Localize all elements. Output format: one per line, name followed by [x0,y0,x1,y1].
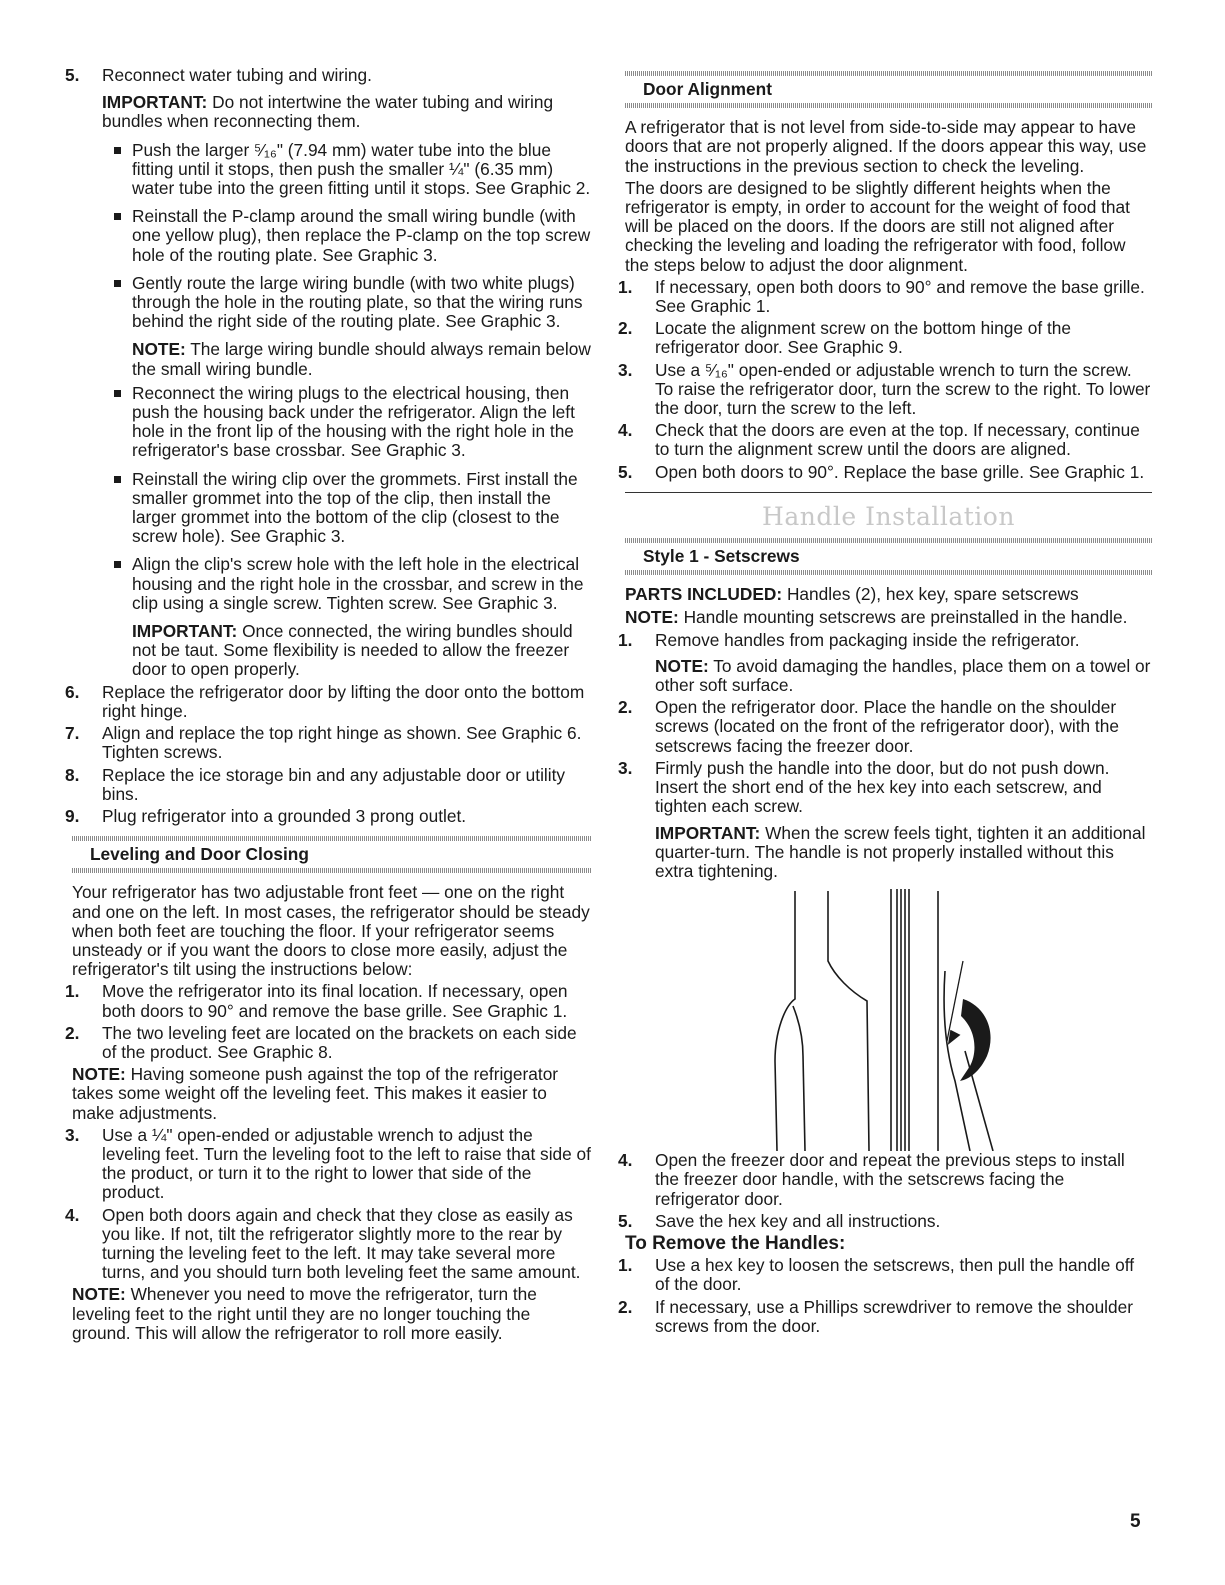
step-7: 7. Align and replace the top right hinge as shown. See Graphic 6. Tighten screws. [65,723,582,763]
bullet-1: Push the larger ⁵⁄₁₆" (7.94 mm) water tube into the blue fitting until it stops, then push the smaller ¼" (6.35 mm) water tube into the green fitting until it stops. See Graphic 2. [102,141,592,199]
lev-step-1: 1. Move the refrigerator into its final location. If necessary, open both doors to 90° and remove the base grille. See Graphic 1. [65,981,568,1021]
remove-step-1: 1. Use a hex key to loosen the setscrews, then pull the handle off of the door. [618,1255,1135,1295]
door-step-3: 3. Use a ⁵⁄₁₆" open-ended or adjustable wrench to turn the screw. To raise the refrigerator door, turn the screw to the right. To lower the door, turn the screw to the left. [618,359,1151,419]
lev-step-4: 4. Open both doors again and check that they close as easily as you like. If not, tilt the refrigerator slightly more to the rear by turning the leveling feet to the left. It may take several more turns, and you should turn both leveling feet the same amount. [65,1204,581,1283]
handle-step-2: 2. Open the refrigerator door. Place the handle on the shoulder screws (located on the front of the refrigerator door), with the setscrews facing the freezer door. [618,697,1119,756]
handle-step-3: 3. Firmly push the handle into the door, but do not push down. Insert the short end of the hex key into each setscrew, and tighten each screw. IMPORTANT: When the screw feels tight, tighten it an additional quarter-turn. The handle is not properly installed without this extra tightening. [618,757,1146,881]
door-paragraph-1: A refrigerator that is not level from side-to-side may appear to have doors that are not properly aligned. If the doors appear this way, use the instructions in the previous section to check the leveling. [625,117,1147,176]
handle-outline [775,891,795,1151]
handle-outline [793,1006,803,1056]
door-step-2: 2. Locate the alignment screw on the bottom hinge of the refrigerator door. See Graphic 9. [618,318,1071,358]
hatch-rule [72,868,592,873]
handle-outline [803,1056,805,1151]
lev-step-3: 3. Use a ¼" open-ended or adjustable wrench to adjust the leveling feet. Turn the leveling foot to the left to raise that side of the product, or turn it to the right to lower that side of the product. [65,1124,591,1203]
bullet-6: Align the clip's screw hole with the left hole in the electrical housing and the right hole in the crossbar, and screw in the clip using a single screw. Tighten screw. See Graphic 3. [102,555,592,613]
section-door-alignment [625,71,1152,108]
remove-step-2: 2. If necessary, use a Phillips screwdriver to remove the shoulder screws from the door. [618,1296,1134,1336]
step-9: 9. Plug refrigerator into a grounded 3 prong outlet. [65,805,467,826]
handle-step-4: 4. Open the freezer door and repeat the previous steps to install the freezer door handle, with the setscrews facing the refrigerator door. [618,1150,1125,1209]
note-setscrews: NOTE: Handle mounting setscrews are preinstalled in the handle. [625,607,1128,628]
bullet-3: Gently route the large wiring bundle (with two white plugs) through the hole in the routing plate, so that the wiring runs behind the right side of the routing plate. See Graphic 3. [102,274,592,332]
handle-outline [828,891,869,1151]
door-step-4: 4. Check that the doors are even at the top. If necessary, continue to turn the alignment screw until the doors are aligned. [618,420,1140,460]
bullet-4: Reconnect the wiring plugs to the electrical housing, then push the housing back under the refrigerator. Align the left hole in the front lip of the housing with the right hole in the refrigerator's base crossbar. See Graphic 3. [102,384,592,461]
section-style-1 [625,538,1152,575]
handle-step-1: 1. Remove handles from packaging inside the refrigerator. NOTE: To avoid damaging the handles, place them on a towel or other soft surface. [618,629,1151,696]
lev-step-2: 2. The two leveling feet are located on the brackets on each side of the product. See Graphic 8. [65,1022,577,1062]
handle-installation-illustration [625,881,1152,1151]
handle-step-5: 5. Save the hex key and all instructions. [618,1210,941,1231]
step-8: 8. Replace the ice storage bin and any adjustable door or utility bins. [65,764,566,804]
door-step-1: 1. If necessary, open both doors to 90° and remove the base grille. See Graphic 1. [618,276,1145,317]
page-number: 5 [1130,1511,1141,1532]
section-heading: Leveling and Door Closing [90,844,309,865]
step-5: 5. Reconnect water tubing and wiring. IMPORTANT: Do not intertwine the water tubing and wiring bundles when reconnecting them. [65,65,554,132]
bullet-2: Reinstall the P-clamp around the small wiring bundle (with one yellow plug), then replace the P-clamp on the top screw hole of the routing plate. See Graphic 3. [102,207,592,265]
note-moving: NOTE: Whenever you need to move the refrigerator, turn the leveling feet to the right until they are no longer touching the ground. This will allow the refrigerator to roll more easily. [72,1284,537,1343]
hatch-rule [625,570,1152,575]
door-paragraph-2: The doors are designed to be slightly different heights when the refrigerator is empty, in order to account for the weight of food that will be placed on the doors. If the doors are still not aligned after checking the leveling and loading the refrigerator with food, follow the steps below to adjust the door alignment. [625,177,1130,275]
hatch-rule [625,103,1152,108]
important-wiring: IMPORTANT: Once connected, the wiring bundles should not be taut. Some flexibility is needed to allow the freezer door to open properly. [132,621,573,680]
section-heading: Style 1 - Setscrews [643,546,800,567]
section-heading: Door Alignment [643,79,772,99]
left-column [65,65,592,1343]
parts-included: PARTS INCLUDED: Handles (2), hex key, spare setscrews [625,584,1079,605]
note-wiring: NOTE: The large wiring bundle should always remain below the small wiring bundle. [132,339,591,379]
note-leveling: NOTE: Having someone push against the top of the refrigerator takes some weight off the leveling feet. This makes it easier to make adjustments. [72,1064,559,1123]
right-column [618,71,1152,1336]
section-divider [625,492,1152,493]
bullet-5: Reinstall the wiring clip over the grommets. First install the smaller grommet into the top of the clip, then install the larger grommet into the bottom of the clip (closest to the screw hole). See Graphic 3. [102,470,592,547]
remove-handles-heading: To Remove the Handles: [625,1232,846,1254]
door-step-5: 5. Open both doors to 90°. Replace the base grille. See Graphic 1. [618,461,1145,482]
step-6: 6. Replace the refrigerator door by lifting the door onto the bottom right hinge. [65,681,585,721]
leveling-intro: Your refrigerator has two adjustable front feet — one on the right and one on the left. In most cases, the refrigerator should be steady when both feet are touching the floor. If your refrigerator seems unsteady or if you want the doors to close more easily, adjust the refrigerator's tilt using the instructions below: [72,882,590,980]
handle-installation-title: Handle Installation [762,501,1015,531]
section-leveling [72,836,592,873]
